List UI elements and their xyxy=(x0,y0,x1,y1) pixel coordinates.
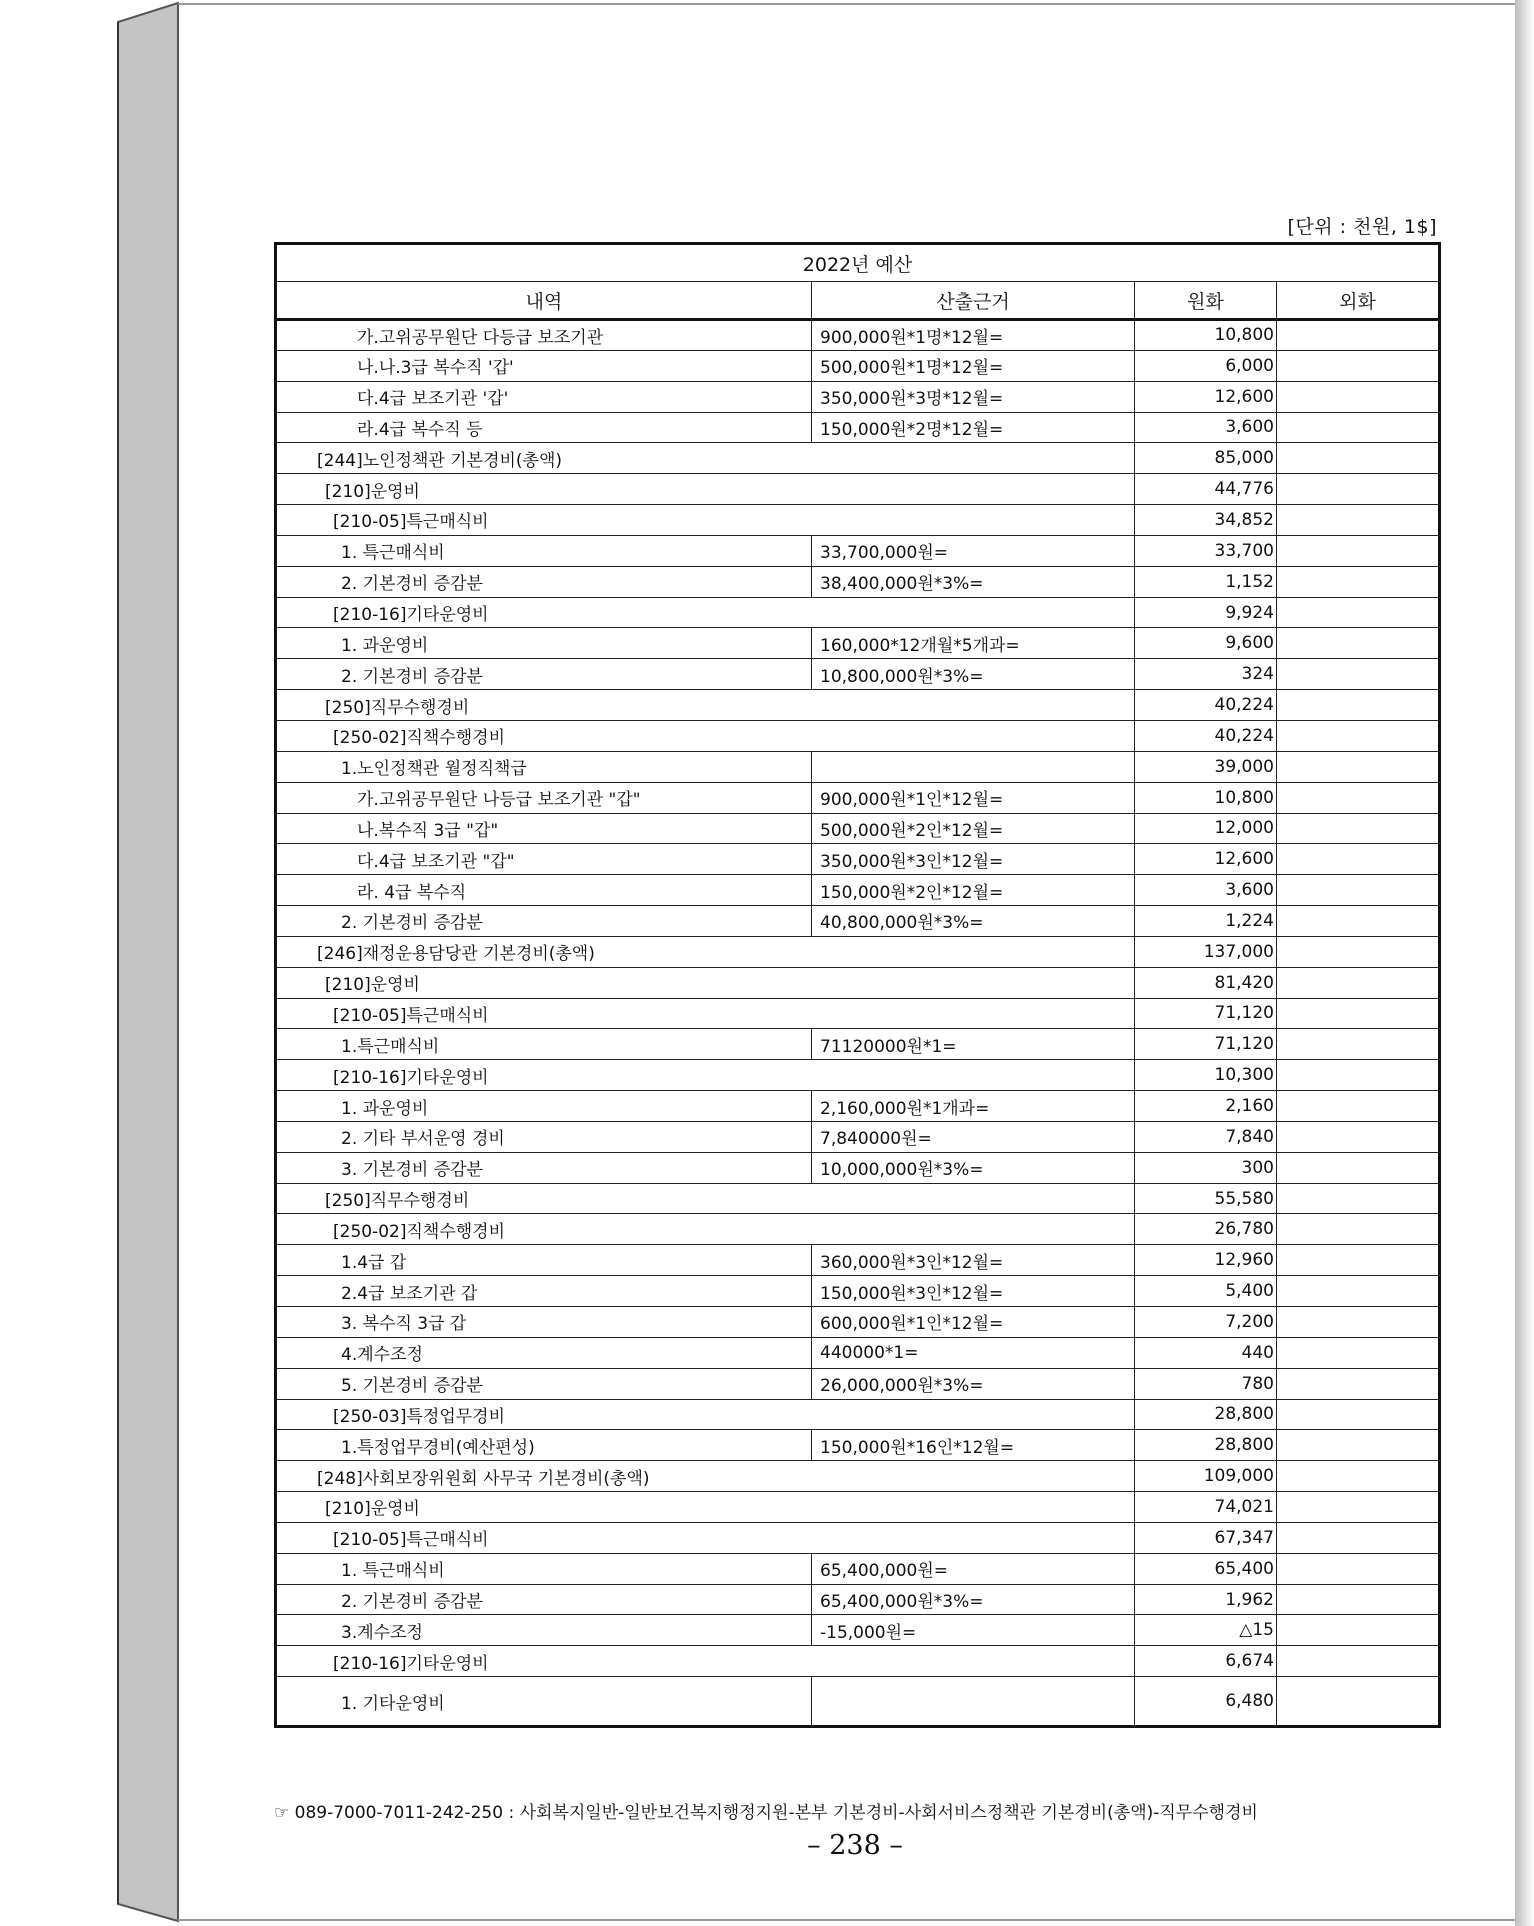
row-krw: 6,480 xyxy=(1135,1677,1277,1727)
row-foreign xyxy=(1277,505,1440,536)
row-foreign xyxy=(1277,1553,1440,1584)
table-row xyxy=(276,1461,1440,1492)
row-item: 1. 특근매식비 xyxy=(276,535,812,566)
row-foreign xyxy=(1277,967,1440,998)
table-row xyxy=(276,1584,1440,1615)
row-krw: 9,924 xyxy=(1135,597,1277,628)
row-foreign xyxy=(1277,720,1440,751)
table-row xyxy=(276,1245,1440,1276)
table-row xyxy=(276,1553,1440,1584)
table-title: 2022년 예산 xyxy=(276,244,1440,282)
row-basis: 26,000,000원*3%= xyxy=(812,1368,1135,1399)
table-row xyxy=(276,782,1440,813)
row-krw: 28,800 xyxy=(1135,1399,1277,1430)
row-krw: 12,960 xyxy=(1135,1245,1277,1276)
table-row xyxy=(276,1029,1440,1060)
row-foreign xyxy=(1277,1029,1440,1060)
row-foreign xyxy=(1277,1430,1440,1461)
row-krw: 44,776 xyxy=(1135,474,1277,505)
row-item: [210-16]기타운영비 xyxy=(276,1646,1135,1677)
row-krw: 81,420 xyxy=(1135,967,1277,998)
row-krw: 7,840 xyxy=(1135,1121,1277,1152)
row-item: [250-03]특정업무경비 xyxy=(276,1399,1135,1430)
row-item: [210]운영비 xyxy=(276,967,1135,998)
table-row xyxy=(276,1492,1440,1523)
row-basis: 150,000원*3인*12월= xyxy=(812,1276,1135,1307)
row-krw: 12,000 xyxy=(1135,813,1277,844)
table-row xyxy=(276,412,1440,443)
budget-table xyxy=(274,242,1441,1728)
row-basis: 440000*1= xyxy=(812,1337,1135,1368)
table-row xyxy=(276,1091,1440,1122)
row-basis: 900,000원*1명*12월= xyxy=(812,320,1135,351)
row-basis: 160,000*12개월*5개과= xyxy=(812,628,1135,659)
table-row xyxy=(276,720,1440,751)
row-foreign xyxy=(1277,1399,1440,1430)
row-item: 3. 복수직 3급 갑 xyxy=(276,1307,812,1338)
row-item: 1. 과운영비 xyxy=(276,628,812,659)
row-foreign xyxy=(1277,381,1440,412)
row-basis: 150,000원*2인*12월= xyxy=(812,875,1135,906)
row-krw: 12,600 xyxy=(1135,381,1277,412)
row-krw: 6,674 xyxy=(1135,1646,1277,1677)
row-item: [250]직무수행경비 xyxy=(276,690,1135,721)
row-krw: 3,600 xyxy=(1135,875,1277,906)
row-item: 2. 기본경비 증감분 xyxy=(276,566,812,597)
row-item: 가.고위공무원단 다등급 보조기관 xyxy=(276,320,812,351)
table-row xyxy=(276,597,1440,628)
row-basis: 38,400,000원*3%= xyxy=(812,566,1135,597)
row-basis: 500,000원*1명*12월= xyxy=(812,350,1135,381)
row-foreign xyxy=(1277,1276,1440,1307)
row-krw: 12,600 xyxy=(1135,844,1277,875)
table-row xyxy=(276,1677,1440,1727)
row-foreign xyxy=(1277,412,1440,443)
row-foreign xyxy=(1277,1492,1440,1523)
row-basis: 150,000원*16인*12월= xyxy=(812,1430,1135,1461)
row-krw: 300 xyxy=(1135,1152,1277,1183)
row-basis: 500,000원*2인*12월= xyxy=(812,813,1135,844)
row-item: 1.특근매식비 xyxy=(276,1029,812,1060)
row-krw: 28,800 xyxy=(1135,1430,1277,1461)
row-krw: 40,224 xyxy=(1135,690,1277,721)
table-row xyxy=(276,1060,1440,1091)
row-foreign xyxy=(1277,1121,1440,1152)
row-item: [244]노인정책관 기본경비(총액) xyxy=(276,443,1135,474)
row-basis: 33,700,000원= xyxy=(812,535,1135,566)
row-krw: 10,300 xyxy=(1135,1060,1277,1091)
row-krw: 1,962 xyxy=(1135,1584,1277,1615)
row-item: 1. 기타운영비 xyxy=(276,1677,812,1727)
row-basis: 7,840000원= xyxy=(812,1121,1135,1152)
row-item: [210]운영비 xyxy=(276,1492,1135,1523)
row-item: [246]재정운용담당관 기본경비(총액) xyxy=(276,936,1135,967)
row-foreign xyxy=(1277,474,1440,505)
row-item: [210]운영비 xyxy=(276,474,1135,505)
row-item: [210-16]기타운영비 xyxy=(276,1060,1135,1091)
table-row xyxy=(276,1646,1440,1677)
row-krw: 1,224 xyxy=(1135,906,1277,937)
row-krw: 39,000 xyxy=(1135,751,1277,782)
row-basis: 150,000원*2명*12월= xyxy=(812,412,1135,443)
row-foreign xyxy=(1277,535,1440,566)
row-basis xyxy=(812,1677,1135,1727)
row-basis: 360,000원*3인*12월= xyxy=(812,1245,1135,1276)
row-item: 2. 기본경비 증감분 xyxy=(276,659,812,690)
row-krw: △15 xyxy=(1135,1615,1277,1646)
row-item: 1.노인정책관 월정직책급 xyxy=(276,751,812,782)
row-krw: 71,120 xyxy=(1135,998,1277,1029)
row-krw: 65,400 xyxy=(1135,1553,1277,1584)
row-foreign xyxy=(1277,1152,1440,1183)
row-basis: 600,000원*1인*12월= xyxy=(812,1307,1135,1338)
row-krw: 67,347 xyxy=(1135,1522,1277,1553)
row-item: 라. 4급 복수직 xyxy=(276,875,812,906)
row-krw: 6,000 xyxy=(1135,350,1277,381)
row-item: 라.4급 복수직 등 xyxy=(276,412,812,443)
row-basis: 350,000원*3인*12월= xyxy=(812,844,1135,875)
row-foreign xyxy=(1277,1615,1440,1646)
table-row xyxy=(276,1121,1440,1152)
column-header-basis: 산출근거 xyxy=(812,282,1135,320)
row-item: [210-05]특근매식비 xyxy=(276,1522,1135,1553)
table-row xyxy=(276,690,1440,721)
row-item: [210-05]특근매식비 xyxy=(276,998,1135,1029)
row-basis: 10,000,000원*3%= xyxy=(812,1152,1135,1183)
row-item: 나.나.3급 복수직 '갑' xyxy=(276,350,812,381)
column-header-foreign: 외화 xyxy=(1277,282,1440,320)
row-basis: 350,000원*3명*12월= xyxy=(812,381,1135,412)
row-item: [248]사회보장위원회 사무국 기본경비(총액) xyxy=(276,1461,1135,1492)
row-krw: 7,200 xyxy=(1135,1307,1277,1338)
row-item: 5. 기본경비 증감분 xyxy=(276,1368,812,1399)
row-foreign xyxy=(1277,628,1440,659)
row-basis: -15,000원= xyxy=(812,1615,1135,1646)
row-krw: 137,000 xyxy=(1135,936,1277,967)
table-row xyxy=(276,751,1440,782)
row-item: [250-02]직책수행경비 xyxy=(276,1214,1135,1245)
row-foreign xyxy=(1277,350,1440,381)
table-row xyxy=(276,1368,1440,1399)
row-item: [250]직무수행경비 xyxy=(276,1183,1135,1214)
row-basis: 65,400,000원*3%= xyxy=(812,1584,1135,1615)
row-krw: 34,852 xyxy=(1135,505,1277,536)
table-row xyxy=(276,474,1440,505)
row-krw: 85,000 xyxy=(1135,443,1277,474)
row-basis: 40,800,000원*3%= xyxy=(812,906,1135,937)
table-row xyxy=(276,320,1440,351)
row-krw: 109,000 xyxy=(1135,1461,1277,1492)
table-row xyxy=(276,967,1440,998)
row-item: 1.4급 갑 xyxy=(276,1245,812,1276)
row-foreign xyxy=(1277,782,1440,813)
table-row xyxy=(276,813,1440,844)
table-row xyxy=(276,844,1440,875)
table-row xyxy=(276,1183,1440,1214)
row-foreign xyxy=(1277,1307,1440,1338)
row-foreign xyxy=(1277,443,1440,474)
table-row xyxy=(276,659,1440,690)
row-item: 다.4급 보조기관 "갑" xyxy=(276,844,812,875)
table-row xyxy=(276,505,1440,536)
row-item: 나.복수직 3급 "갑" xyxy=(276,813,812,844)
table-row xyxy=(276,381,1440,412)
table-row xyxy=(276,1615,1440,1646)
table-row xyxy=(276,1337,1440,1368)
row-item: 3.계수조정 xyxy=(276,1615,812,1646)
row-krw: 780 xyxy=(1135,1368,1277,1399)
row-krw: 71,120 xyxy=(1135,1029,1277,1060)
row-basis: 900,000원*1인*12월= xyxy=(812,782,1135,813)
row-item: 다.4급 보조기관 '갑' xyxy=(276,381,812,412)
table-row xyxy=(276,628,1440,659)
row-item: 1. 특근매식비 xyxy=(276,1553,812,1584)
table-row xyxy=(276,1307,1440,1338)
row-basis: 2,160,000원*1개과= xyxy=(812,1091,1135,1122)
table-row xyxy=(276,875,1440,906)
row-foreign xyxy=(1277,813,1440,844)
row-foreign xyxy=(1277,1091,1440,1122)
row-foreign xyxy=(1277,320,1440,351)
row-krw: 2,160 xyxy=(1135,1091,1277,1122)
row-item: 1.특정업무경비(예산편성) xyxy=(276,1430,812,1461)
table-body xyxy=(276,320,1440,1727)
row-foreign xyxy=(1277,1214,1440,1245)
row-foreign xyxy=(1277,1060,1440,1091)
row-basis xyxy=(812,751,1135,782)
row-item: 3. 기본경비 증감분 xyxy=(276,1152,812,1183)
row-foreign xyxy=(1277,597,1440,628)
row-krw: 40,224 xyxy=(1135,720,1277,751)
row-foreign xyxy=(1277,1677,1440,1727)
row-basis: 71120000원*1= xyxy=(812,1029,1135,1060)
table-row xyxy=(276,566,1440,597)
row-krw: 324 xyxy=(1135,659,1277,690)
row-foreign xyxy=(1277,998,1440,1029)
row-foreign xyxy=(1277,751,1440,782)
row-foreign xyxy=(1277,566,1440,597)
row-foreign xyxy=(1277,1461,1440,1492)
row-item: 4.계수조정 xyxy=(276,1337,812,1368)
table-row xyxy=(276,1214,1440,1245)
table-row xyxy=(276,936,1440,967)
row-item: [210-16]기타운영비 xyxy=(276,597,1135,628)
row-krw: 33,700 xyxy=(1135,535,1277,566)
row-krw: 10,800 xyxy=(1135,320,1277,351)
row-item: 1. 과운영비 xyxy=(276,1091,812,1122)
row-foreign xyxy=(1277,906,1440,937)
row-foreign xyxy=(1277,1646,1440,1677)
row-krw: 10,800 xyxy=(1135,782,1277,813)
row-foreign xyxy=(1277,1368,1440,1399)
row-item: 2. 기본경비 증감분 xyxy=(276,1584,812,1615)
footnote: ☞ 089-7000-7011-242-250 : 사회복지일반-일반보건복지행정지원-본부 기본경비-사회서비스정책관 기본경비(총액)-직무수행경비 xyxy=(274,1803,1258,1823)
table-row xyxy=(276,1430,1440,1461)
page-shadow xyxy=(1515,0,1534,1926)
table-row xyxy=(276,1152,1440,1183)
row-krw: 1,152 xyxy=(1135,566,1277,597)
row-foreign xyxy=(1277,1584,1440,1615)
table-row xyxy=(276,998,1440,1029)
row-item: [250-02]직책수행경비 xyxy=(276,720,1135,751)
table-row xyxy=(276,350,1440,381)
page-number: – 238 – xyxy=(807,1830,903,1861)
row-basis: 65,400,000원= xyxy=(812,1553,1135,1584)
row-foreign xyxy=(1277,1183,1440,1214)
table-row xyxy=(276,906,1440,937)
column-header-item: 내역 xyxy=(276,282,812,320)
row-foreign xyxy=(1277,1245,1440,1276)
row-krw: 74,021 xyxy=(1135,1492,1277,1523)
table-row xyxy=(276,1399,1440,1430)
book-spine xyxy=(0,0,180,1926)
row-basis: 10,800,000원*3%= xyxy=(812,659,1135,690)
table-row xyxy=(276,443,1440,474)
row-item: 가.고위공무원단 나등급 보조기관 "갑" xyxy=(276,782,812,813)
row-krw: 26,780 xyxy=(1135,1214,1277,1245)
row-foreign xyxy=(1277,844,1440,875)
row-foreign xyxy=(1277,936,1440,967)
row-krw: 5,400 xyxy=(1135,1276,1277,1307)
row-foreign xyxy=(1277,659,1440,690)
row-krw: 55,580 xyxy=(1135,1183,1277,1214)
row-item: 2. 기타 부서운영 경비 xyxy=(276,1121,812,1152)
column-header-krw: 원화 xyxy=(1135,282,1277,320)
row-foreign xyxy=(1277,1337,1440,1368)
table-row xyxy=(276,1522,1440,1553)
row-foreign xyxy=(1277,1522,1440,1553)
row-krw: 440 xyxy=(1135,1337,1277,1368)
table-row xyxy=(276,1276,1440,1307)
row-foreign xyxy=(1277,875,1440,906)
row-item: 2.4급 보조기관 갑 xyxy=(276,1276,812,1307)
row-krw: 3,600 xyxy=(1135,412,1277,443)
row-krw: 9,600 xyxy=(1135,628,1277,659)
row-item: [210-05]특근매식비 xyxy=(276,505,1135,536)
unit-note: [단위 : 천원, 1$] xyxy=(1287,216,1437,238)
row-item: 2. 기본경비 증감분 xyxy=(276,906,812,937)
table-row xyxy=(276,535,1440,566)
row-foreign xyxy=(1277,690,1440,721)
